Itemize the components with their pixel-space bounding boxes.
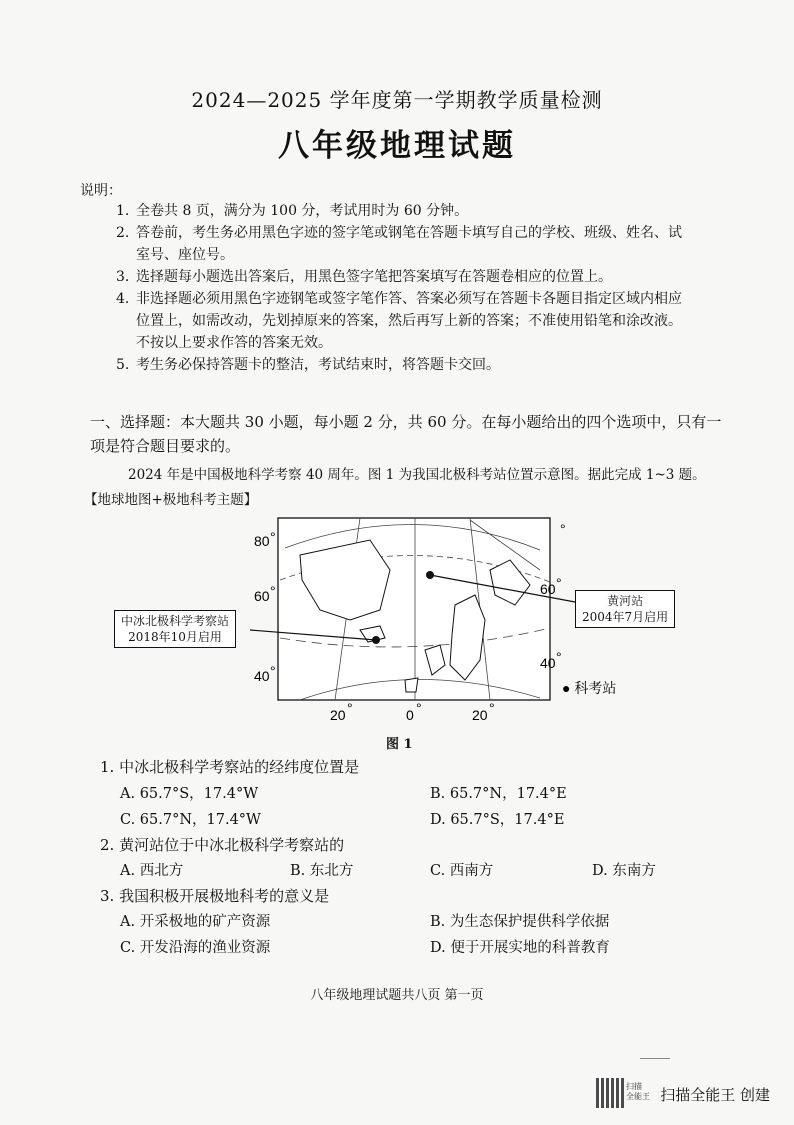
instruction-number: 5. (116, 357, 130, 373)
page-footer: 八年级地理试题共八页 第一页 (310, 988, 484, 1003)
degree-mark: ° (556, 575, 562, 591)
qr-caption (626, 1082, 650, 1102)
lon-label-20e: 20 (472, 707, 488, 723)
degree-mark: ° (270, 663, 276, 679)
question-3-option-c: C. 开发沿海的渔业资源 (120, 940, 271, 956)
instruction-number: 2. (116, 225, 130, 241)
instructions-heading: 说明： (80, 183, 122, 199)
section-heading (90, 410, 730, 458)
question-intro: 2024 年是中国极地科学考察 40 周年。图 1 为我国北极科考站位置示意图。据此完成 1~3 题。 (128, 467, 706, 483)
question-2-stem: 2. 黄河站位于中冰北极科学考察站的 (100, 836, 345, 854)
qr-caption-line: 扫描 (626, 1082, 642, 1091)
question-1-option-a: A. 65.7°S，17.4°W (120, 786, 259, 802)
instruction-number: 1. (116, 203, 130, 219)
lat-label-80: 80 (254, 533, 270, 549)
question-1-option-d: D. 65.7°S，17.4°E (430, 812, 565, 828)
scan-mark (640, 1058, 670, 1059)
question-2-option-a: A. 西北方 (120, 863, 184, 879)
instruction-item-4 (116, 288, 736, 354)
lat-label-40-right: 40 (540, 655, 556, 671)
question-1-option-b: B. 65.7°N，17.4°E (430, 786, 567, 802)
figure-caption: 图 1 (386, 737, 413, 752)
question-2-option-d: D. 东南方 (592, 863, 656, 879)
question-3-stem: 3. 我国积极开展极地科考的意义是 (100, 887, 330, 905)
instruction-text: 位置上，如需改动，先划掉原来的答案，然后再写上新的答案；不准使用铅笔和涂改液。 (136, 313, 682, 329)
question-3-option-d: D. 便于开展实地的科普教育 (430, 940, 610, 956)
instruction-number: 3. (116, 269, 130, 285)
instruction-text: 室号、座位号。 (136, 247, 234, 263)
instruction-item-3 (116, 266, 736, 288)
instruction-item-1 (116, 200, 736, 222)
lat-label-40: 40 (254, 668, 270, 684)
arctic-station-map (240, 510, 620, 740)
instruction-text: 考生务必保持答题卡的整洁，考试结束时，将答题卡交回。 (136, 357, 500, 373)
station-name: 中冰北极科学考察站 (121, 614, 230, 628)
map-frame (278, 518, 550, 700)
section-line-1: 一、选择题：本大题共 30 小题，每小题 2 分，共 60 分。在每小题给出的四个选项中，只有一 (90, 413, 722, 431)
qr-code-icon (596, 1078, 624, 1108)
question-3-option-a: A. 开采极地的矿产资源 (120, 914, 271, 930)
section-line-2: 项是符合题目要求的。 (90, 437, 241, 455)
instruction-item-5 (116, 354, 736, 376)
topic-tag: 【地球地图+极地科考主题】 (84, 492, 258, 508)
degree-mark: ° (270, 529, 276, 545)
degree-mark: ° (556, 649, 562, 665)
subject-title: 八年级地理试题 (278, 128, 516, 164)
degree-mark: ° (489, 700, 495, 716)
instruction-text: 选择题每小题选出答案后，用黑色签字笔把答案填写在答题卷相应的位置上。 (136, 269, 612, 285)
degree-mark: ° (270, 583, 276, 599)
lat-label-60-right: 60 (540, 581, 556, 597)
lon-label-20w: 20 (330, 707, 346, 723)
question-3-option-b: B. 为生态保护提供科学依据 (430, 914, 610, 930)
question-1-option-c: C. 65.7°N，17.4°W (120, 812, 261, 828)
instruction-text: 全卷共 8 页，满分为 100 分，考试用时为 60 分钟。 (136, 203, 469, 219)
question-2-option-c: C. 西南方 (430, 863, 494, 879)
degree-mark: ° (347, 700, 353, 716)
degree-mark: ° (416, 700, 422, 716)
lon-label-0: 0 (406, 707, 414, 723)
station-label-zhongbing (114, 610, 236, 648)
question-2-option-b: B. 东北方 (290, 863, 354, 879)
station-date: 2004年7月启用 (582, 610, 669, 624)
exam-title: 2024—2025 学年度第一学期教学质量检测 (191, 88, 603, 112)
qr-caption-line: 全能王 (626, 1092, 650, 1101)
instruction-text: 不按以上要求作答的答案无效。 (136, 335, 332, 351)
lat-label-60: 60 (254, 588, 270, 604)
instruction-text: 非选择题必须用黑色字迹钢笔或签字笔作答、答案必须写在答题卡各题目指定区域内相应 (136, 291, 682, 307)
instruction-number: 4. (116, 291, 130, 307)
station-label-huanghe (575, 590, 675, 628)
question-1-stem: 1. 中冰北极科学考察站的经纬度位置是 (100, 758, 360, 776)
station-date: 2018年10月启用 (128, 630, 222, 644)
instruction-item-2 (116, 222, 736, 266)
degree-mark: ° (560, 521, 566, 537)
map-legend: ● 科考站 (562, 680, 617, 696)
station-name: 黄河站 (607, 594, 644, 608)
instruction-text: 答卷前，考生务必用黑色字迹的签字笔或钢笔在答题卡填写自己的学校、班级、姓名、试 (136, 225, 682, 241)
watermark-text: 扫描全能王 创建 (660, 1086, 770, 1104)
